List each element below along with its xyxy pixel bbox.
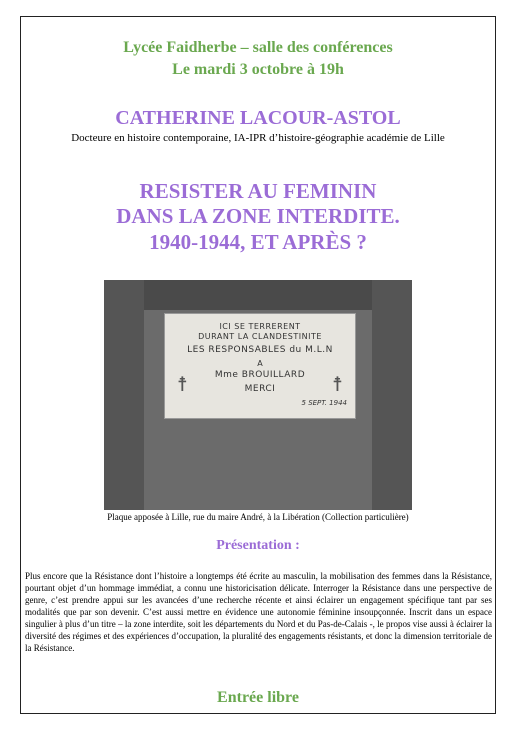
plaque-line-4: A	[257, 359, 263, 368]
lorraine-cross-left-icon: ☨	[177, 372, 188, 396]
title-line-1: RESISTER AU FEMININ	[139, 179, 377, 203]
speaker-credentials: Docteure en histoire contemporaine, IA-IPR d’histoire-géographie académie de Lille	[71, 132, 445, 144]
plaque-line-6: MERCI	[244, 384, 276, 394]
speaker-name: CATHERINE LACOUR-ASTOL	[115, 107, 401, 129]
plaque-date: 5 SEPT. 1944	[301, 399, 347, 407]
plaque-line-5: Mme BROUILLARD	[214, 370, 306, 380]
photo-right-wall	[372, 280, 412, 510]
presentation-heading: Présentation :	[216, 538, 300, 553]
plaque-line-1: ICI SE TERRERENT	[219, 322, 301, 331]
memorial-plaque	[164, 313, 356, 419]
photo-left-wall	[104, 280, 144, 510]
photo-ceiling	[104, 280, 412, 310]
date-line: Le mardi 3 octobre à 19h	[172, 61, 344, 78]
title-line-3: 1940-1944, ET APRÈS ?	[149, 230, 367, 254]
plaque-line-2: DURANT LA CLANDESTINITE	[198, 332, 322, 341]
entry-free: Entrée libre	[217, 689, 299, 706]
title-line-2: DANS LA ZONE INTERDITE.	[116, 204, 400, 228]
venue-line: Lycée Faidherbe – salle des conférences	[123, 39, 393, 56]
lorraine-cross-right-icon: ☨	[332, 372, 343, 396]
poster-frame	[20, 16, 496, 714]
plaque-line-3: LES RESPONSABLES du M.L.N	[187, 345, 333, 355]
photo-caption: Plaque apposée à Lille, rue du maire André, à la Libération (Collection particulière)	[107, 512, 409, 522]
presentation-text: Plus encore que la Résistance dont l’histoire a longtemps été écrite au masculin, la mobilisation des femmes dans la Résistance, pourtant objet d’un hommage immédiat, a connu une historicisation délicate. Interroger la Résistance dans une perspective de genre, c’est prendre appui sur les avancées d’une recherche récente et ainsi éclairer un engagement spécifique tant par ses modalités que par son devenir. C’est aussi mettre en évidence une autonomie féminine insoupçonnée. Inscrit dans un espace singulier à plus d’un titre – la zone interdite, soit les départements du Nord et du Pas-de-Calais -, le propos vise aussi à éclairer la diversité des régimes et des expériences d’occupation, la pluralité des engagements résistants, et donc la dimension territoriale de la Résistance.	[25, 571, 492, 653]
plaque-photo	[104, 280, 412, 510]
